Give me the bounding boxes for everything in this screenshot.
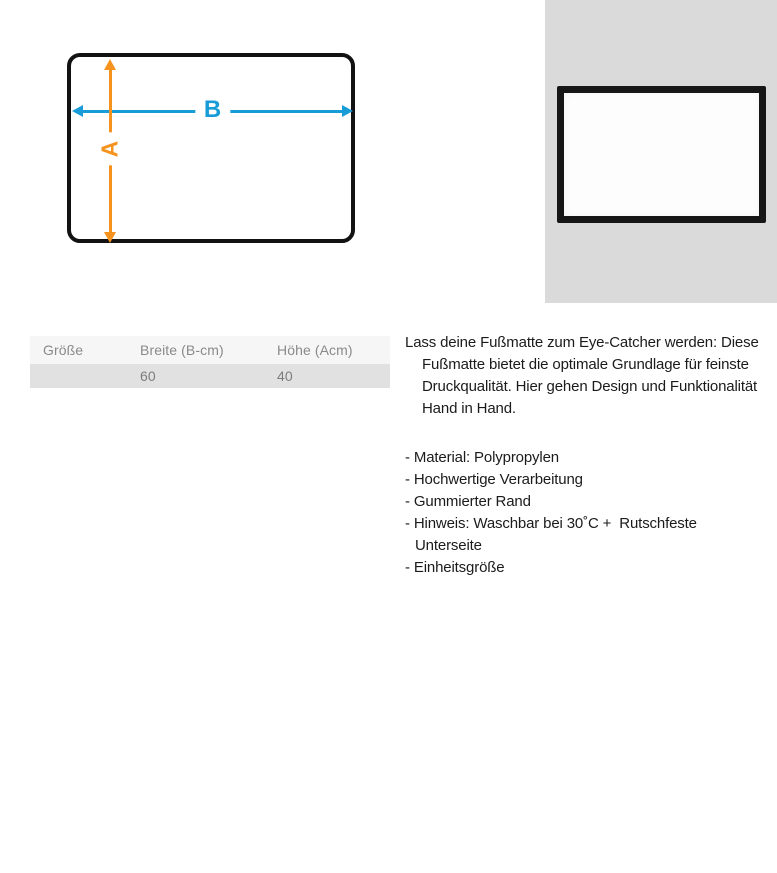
height-arrow [96,59,123,243]
arrowhead-right-icon [342,105,353,117]
dimension-diagram [0,0,400,300]
width-label: B [195,98,230,122]
column-header-hoehe: Höhe (Acm) [277,342,353,358]
product-description [405,332,777,579]
bullet-material: - Material: Polypropylen [405,449,559,466]
product-photo [545,0,777,303]
description-bullet-list [405,447,767,579]
table-row [30,364,390,388]
size-table-header-row [30,336,390,364]
cell-breite: 60 [140,368,156,384]
column-header-groesse: Größe [43,342,84,358]
arrowhead-down-icon [104,232,116,243]
doormat-image [557,86,766,223]
column-header-breite: Breite (B-cm) [140,342,224,358]
bullet-hinweis: - Hinweis: Waschbar bei 30˚C + Rutschfeste Unterseite [405,515,701,554]
bullet-verarbeitung: - Hochwertige Verarbeitung [405,471,583,488]
bullet-einheitsgroesse: - Einheitsgröße [405,559,505,576]
bullet-rand: - Gummierter Rand [405,493,531,510]
size-table [30,336,390,388]
description-intro: Lass deine Fußmatte zum Eye-Catcher werden: Diese Fußmatte bietet die optimale Grundlage für feinste Druckqualität. Hier gehen Design und Funktionalität Hand in Hand. [405,334,759,417]
arrowhead-left-icon [72,105,83,117]
arrowhead-up-icon [104,59,116,70]
cell-hoehe: 40 [277,368,293,384]
height-label: A [99,133,122,166]
